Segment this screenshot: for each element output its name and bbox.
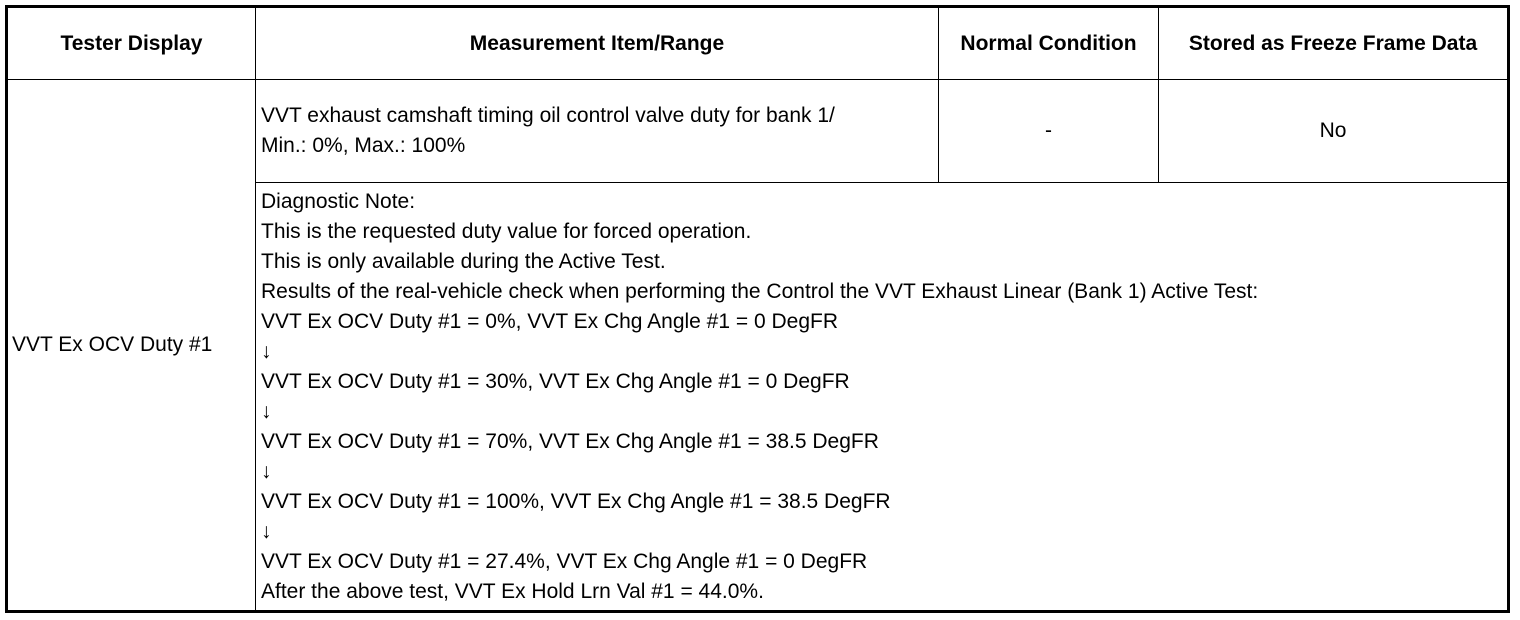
measurement-item-text: VVT exhaust camshaft timing oil control valve duty for bank 1/ — [261, 104, 835, 127]
header-row — [7, 7, 1509, 80]
diagnostic-note-line: This is only available during the Active Test. — [261, 250, 666, 273]
header-measurement-item: Measurement Item/Range — [256, 7, 939, 80]
header-tester-display: Tester Display — [7, 7, 256, 80]
test-result-line: VVT Ex OCV Duty #1 = 30%, VVT Ex Chg Angle #1 = 0 DegFR — [261, 370, 850, 393]
diagnostic-note-title: Diagnostic Note: — [261, 190, 416, 213]
freeze-frame-cell: No — [1159, 80, 1509, 183]
measurement-item-cell — [256, 80, 939, 183]
diagnostic-note-cell — [256, 183, 1509, 612]
data-list-table — [5, 5, 1510, 613]
diagnostic-note-line: This is the requested duty value for forced operation. — [261, 220, 752, 243]
down-arrow-icon: ↓ — [261, 400, 272, 423]
tester-display-cell: VVT Ex OCV Duty #1 — [7, 80, 256, 612]
test-result-line: VVT Ex OCV Duty #1 = 70%, VVT Ex Chg Angle #1 = 38.5 DegFR — [261, 430, 879, 453]
table-row — [7, 80, 1509, 183]
diagnostic-note-line: Results of the real-vehicle check when performing the Control the VVT Exhaust Linear (Bank 1) Active Test: — [261, 280, 1259, 303]
test-result-line: VVT Ex OCV Duty #1 = 0%, VVT Ex Chg Angle #1 = 0 DegFR — [261, 310, 839, 333]
measurement-range-text: Min.: 0%, Max.: 100% — [261, 134, 466, 157]
down-arrow-icon: ↓ — [261, 520, 272, 543]
header-freeze-frame: Stored as Freeze Frame Data — [1159, 7, 1509, 80]
header-normal-condition: Normal Condition — [939, 7, 1159, 80]
down-arrow-icon: ↓ — [261, 460, 272, 483]
test-result-line: VVT Ex OCV Duty #1 = 27.4%, VVT Ex Chg Angle #1 = 0 DegFR — [261, 550, 868, 573]
learned-value-line: After the above test, VVT Ex Hold Lrn Val #1 = 44.0%. — [261, 580, 764, 603]
down-arrow-icon: ↓ — [261, 340, 272, 363]
test-result-line: VVT Ex OCV Duty #1 = 100%, VVT Ex Chg Angle #1 = 38.5 DegFR — [261, 490, 891, 513]
normal-condition-cell: - — [939, 80, 1159, 183]
